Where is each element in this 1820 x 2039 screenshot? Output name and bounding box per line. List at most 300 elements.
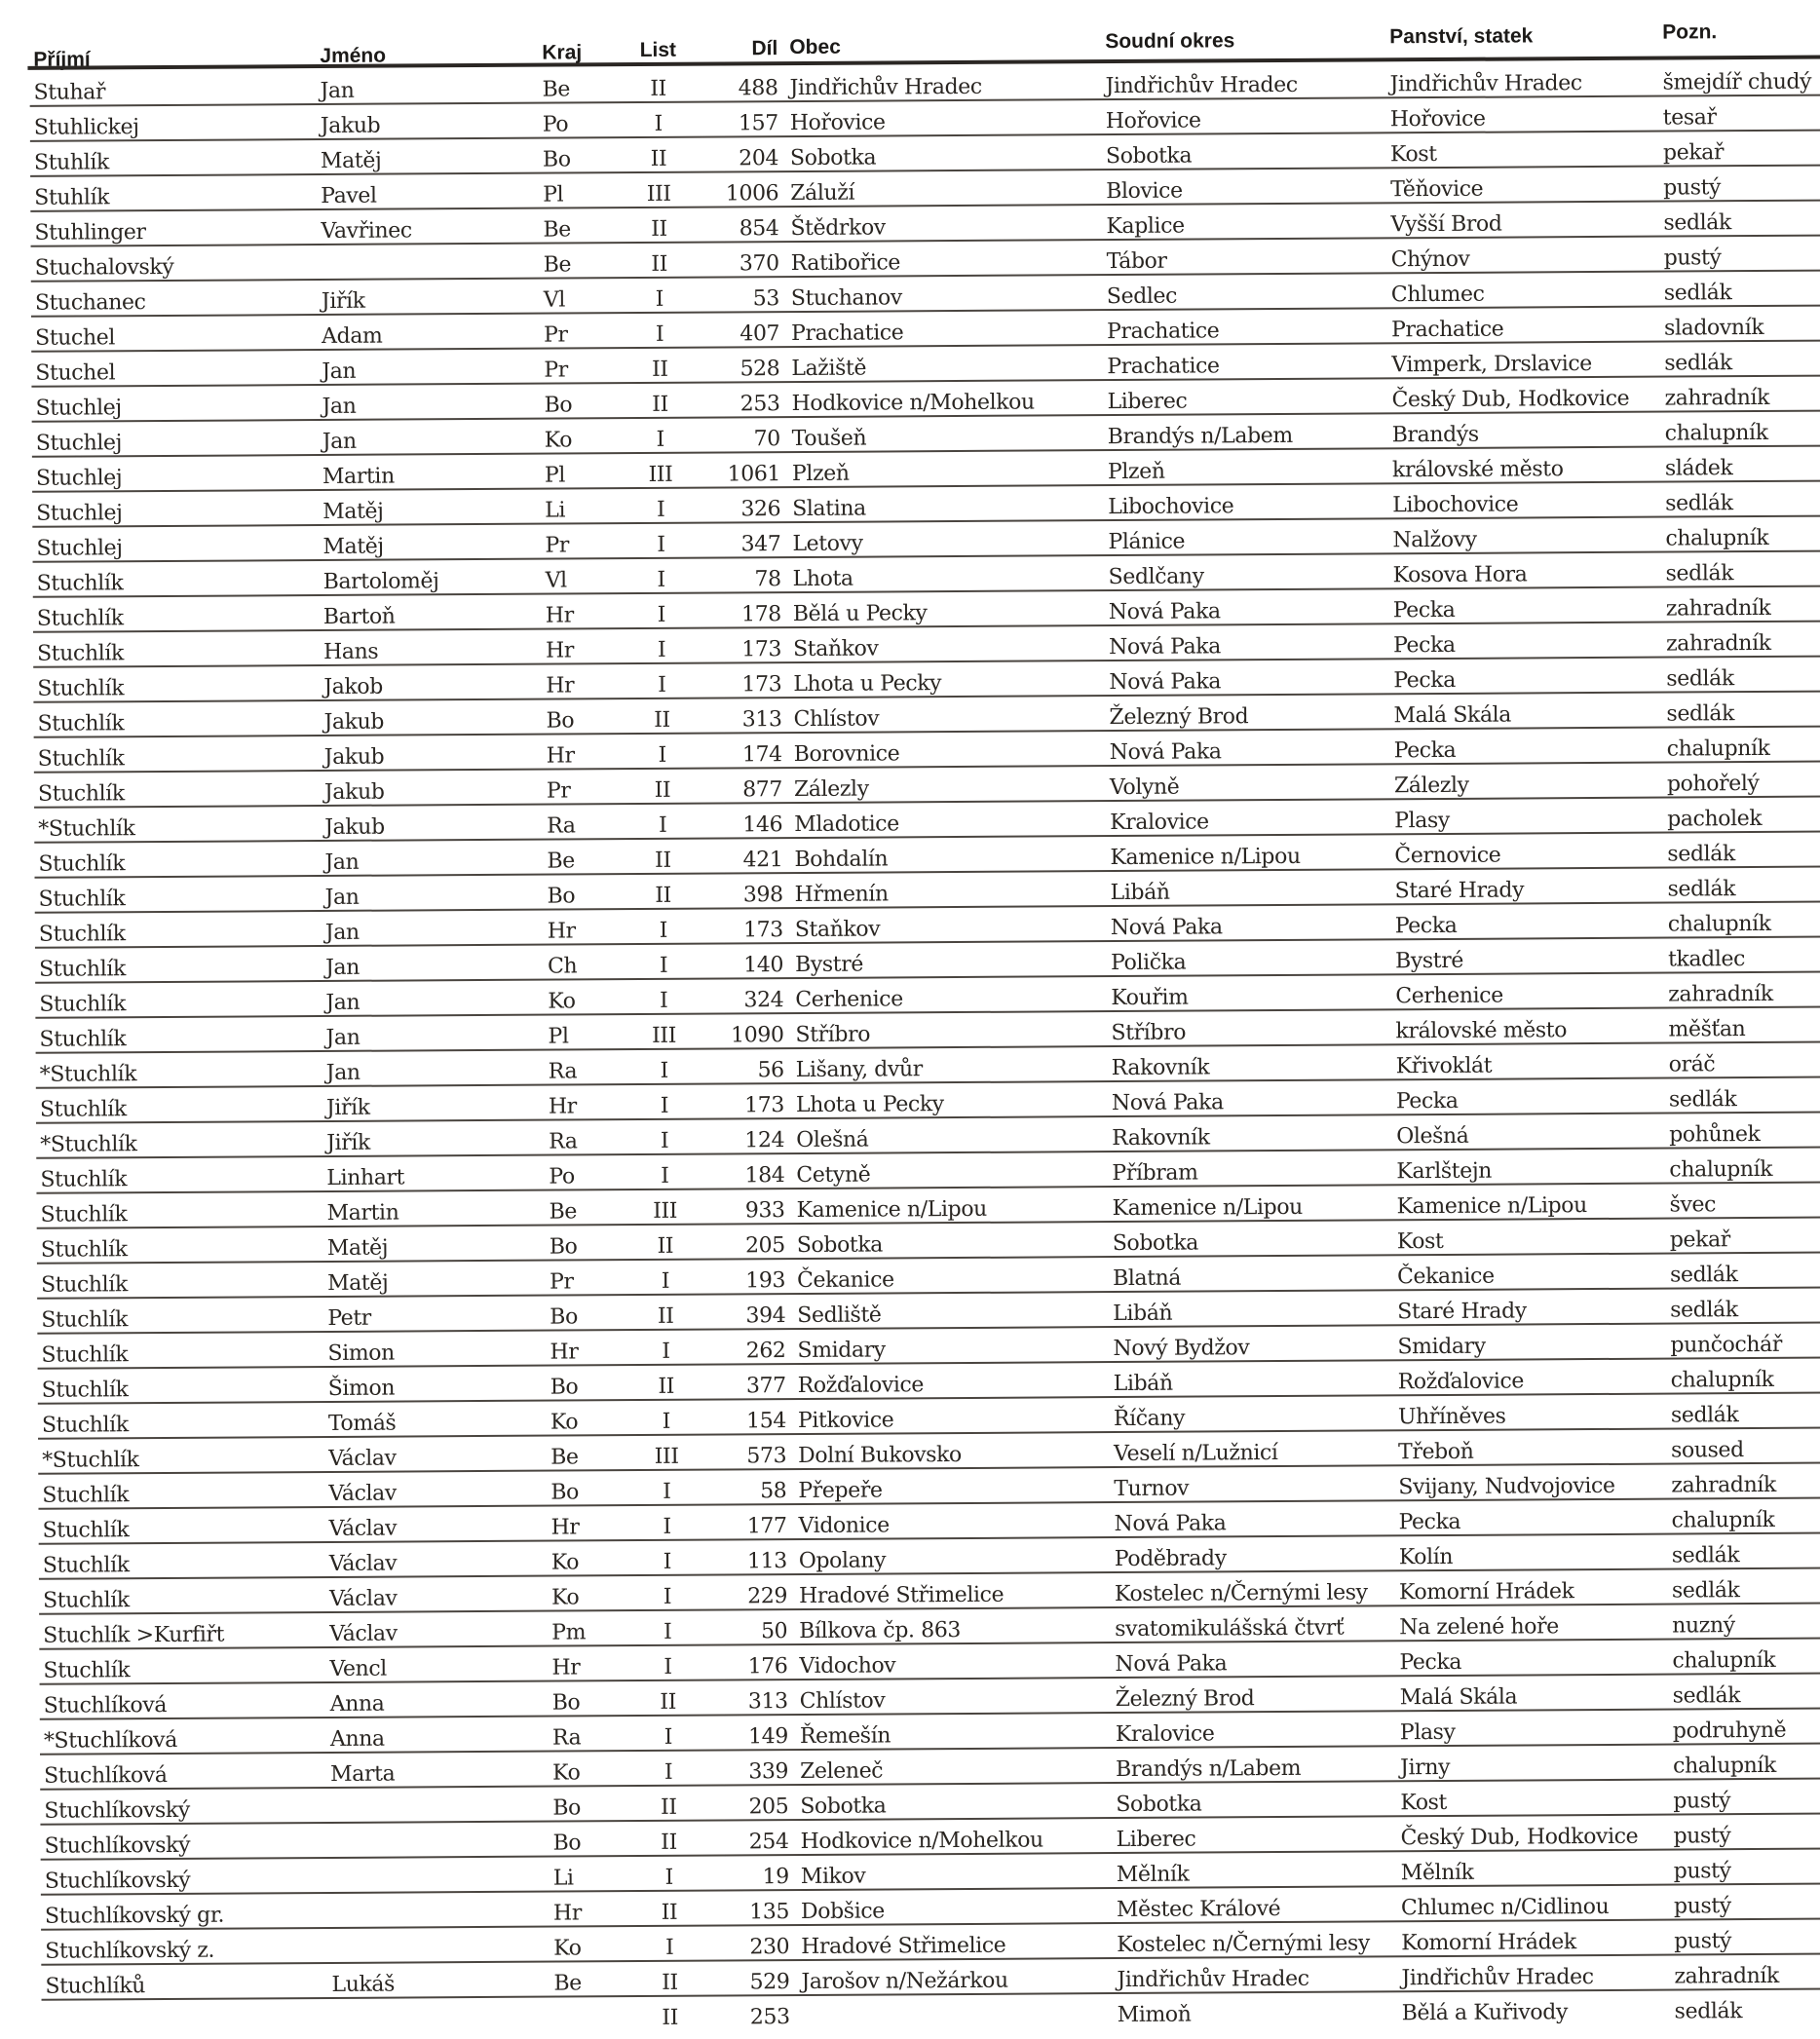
cell-list: II (650, 146, 667, 171)
cell-list: I (656, 497, 665, 522)
cell-kraj: Ch (547, 954, 578, 979)
cell-okres: Nová Paka (1115, 1651, 1228, 1678)
cell-list: I (662, 1339, 670, 1364)
cell-panstvi: Svijany, Nudvojovice (1398, 1473, 1615, 1500)
cell-surname: Stuchlík (42, 1483, 130, 1508)
cell-dil: 324 (743, 988, 784, 1013)
cell-kraj: Bo (547, 884, 576, 909)
cell-name: Jan (324, 955, 360, 980)
cell-name: Hans (323, 639, 379, 664)
cell-dil: 174 (741, 742, 782, 768)
cell-surname: Stuhař (33, 80, 106, 105)
cell-kraj: Bo (550, 1375, 579, 1400)
cell-obec: Cerhenice (795, 987, 903, 1013)
cell-dil: 253 (739, 392, 780, 417)
cell-okres: Nová Paka (1109, 739, 1222, 766)
cell-dil: 313 (741, 707, 782, 733)
cell-kraj: Pr (544, 358, 568, 383)
cell-surname: Stuchlík (42, 1588, 130, 1613)
cell-name: Marta (330, 1761, 396, 1787)
cell-dil: 421 (742, 848, 783, 873)
cell-panstvi: Staré Hrady (1394, 878, 1525, 904)
cell-pozn: sedlák (1668, 1087, 1737, 1113)
cell-obec: Přepeře (798, 1478, 883, 1504)
cell-name: Václav (329, 1621, 398, 1646)
cell-okres: Mimoň (1117, 2002, 1192, 2028)
cell-name: Jakub (320, 113, 381, 138)
cell-obec: Dolní Bukovsko (798, 1442, 962, 1469)
cell-okres: Nový Bydžov (1113, 1336, 1250, 1362)
cell-pozn: chalupník (1673, 1753, 1777, 1779)
cell-surname: Stuchlej (36, 501, 123, 526)
cell-panstvi: Kolín (1398, 1544, 1454, 1570)
cell-name: Jan (324, 885, 360, 910)
cell-obec: Rožďalovice (797, 1373, 925, 1399)
cell-surname: *Stuchlíková (43, 1727, 177, 1754)
cell-panstvi: Na zelené hoře (1399, 1614, 1559, 1641)
cell-panstvi: Mělník (1400, 1860, 1474, 1886)
cell-panstvi: Malá Skála (1399, 1684, 1518, 1711)
cell-kraj: Be (550, 1445, 579, 1470)
cell-list: II (661, 1830, 677, 1855)
cell-name: Jakub (323, 709, 385, 735)
cell-panstvi: Rožďalovice (1397, 1369, 1525, 1395)
cell-kraj: Hr (546, 673, 575, 699)
cell-dil: 854 (739, 216, 779, 242)
cell-okres: Stříbro (1111, 1020, 1187, 1046)
cell-kraj: Pl (543, 182, 564, 208)
cell-pozn: šmejdíř chudý (1662, 69, 1812, 95)
cell-okres: Jindřichův Hradec (1117, 1966, 1309, 1993)
cell-pozn: sedlák (1671, 1578, 1740, 1604)
cell-surname: Stuchlej (35, 431, 123, 456)
cell-obec: Bohdalín (794, 847, 889, 873)
cell-surname: *Stuchlík (38, 816, 135, 842)
cell-list: I (664, 1865, 674, 1890)
cell-name: Vencl (329, 1656, 387, 1681)
cell-panstvi: Hořovice (1389, 106, 1486, 132)
cell-dil: 370 (739, 251, 779, 277)
cell-list: II (662, 2005, 679, 2030)
cell-name: Martin (322, 464, 395, 489)
cell-list: I (660, 1058, 668, 1083)
cell-obec: Hořovice (789, 110, 886, 136)
cell-pozn: chalupník (1664, 420, 1768, 446)
cell-pozn: pustý (1663, 245, 1722, 271)
cell-panstvi: Český Dub, Hodkovice (1400, 1824, 1639, 1851)
cell-panstvi: Chlumec (1390, 282, 1485, 308)
cell-name: Linhart (326, 1165, 405, 1190)
cell-surname: Stuchlík (37, 676, 125, 701)
cell-obec: Lhota (792, 566, 853, 592)
cell-kraj: Po (542, 112, 569, 137)
cell-obec: Vidochov (799, 1653, 896, 1680)
cell-surname: Stuchlík (41, 1307, 129, 1333)
cell-kraj: Bo (551, 1690, 581, 1716)
cell-pozn: pohůnek (1669, 1121, 1761, 1148)
cell-dil: 157 (738, 111, 778, 136)
cell-kraj: Ko (550, 1410, 579, 1435)
cell-obec: Lišany, dvůr (795, 1057, 923, 1083)
cell-pozn: sedlák (1672, 1683, 1741, 1709)
cell-panstvi: Kamenice n/Lipou (1396, 1193, 1587, 1220)
cell-name: Matěj (322, 534, 384, 559)
cell-kraj: Be (542, 77, 571, 102)
cell-kraj: Ko (544, 428, 573, 453)
cell-surname: Stuchlík (41, 1342, 129, 1368)
cell-panstvi: Karlštejn (1396, 1158, 1493, 1185)
cell-panstvi: Černovice (1394, 843, 1501, 869)
cell-panstvi: Chýnov (1390, 246, 1470, 273)
cell-panstvi: Jindřichův Hradec (1389, 71, 1582, 97)
cell-surname: *Stuchlík (42, 1448, 139, 1473)
cell-obec: Toušeň (791, 426, 867, 452)
cell-dil: 177 (746, 1514, 787, 1539)
cell-panstvi: Pecka (1392, 632, 1456, 659)
cell-list: I (661, 1163, 669, 1189)
cell-obec: Lažiště (791, 356, 867, 382)
cell-okres: Libáň (1113, 1301, 1173, 1327)
cell-surname: Stuchlík (41, 1378, 129, 1403)
cell-dil: 262 (745, 1339, 786, 1364)
header-list: List (639, 38, 677, 61)
cell-surname: Stuchlík (39, 1027, 127, 1052)
cell-surname: Stuchlíkovský z. (45, 1938, 215, 1964)
cell-okres: Jindřichův Hradec (1105, 72, 1298, 99)
cell-dil: 176 (747, 1654, 788, 1680)
cell-obec: Bílkova čp. 863 (799, 1618, 962, 1644)
cell-surname: Stuchlík (38, 887, 126, 912)
cell-panstvi: Plasy (1399, 1719, 1456, 1746)
cell-kraj: Ra (549, 1129, 578, 1154)
cell-dil: 254 (748, 1830, 789, 1855)
cell-obec: Záluží (790, 180, 855, 207)
cell-surname: Stuchel (35, 360, 116, 386)
cell-list: III (654, 1444, 679, 1469)
cell-kraj: Pr (546, 778, 571, 804)
cell-dil: 124 (744, 1128, 785, 1153)
cell-pozn: chalupník (1671, 1507, 1775, 1533)
cell-panstvi: Pecka (1392, 597, 1456, 623)
cell-obec: Řemešín (799, 1723, 891, 1750)
cell-kraj: Hr (546, 743, 575, 769)
cell-pozn: pohořelý (1666, 771, 1760, 797)
cell-panstvi: Pecka (1393, 737, 1457, 764)
cell-name: Jan (322, 394, 357, 419)
cell-surname: Stuchlík (40, 1202, 128, 1227)
cell-panstvi: Bělá a Kuřivody (1401, 2000, 1569, 2026)
cell-panstvi: Těňovice (1390, 176, 1484, 203)
cell-surname: Stuhlinger (34, 220, 146, 245)
cell-name: Jan (324, 850, 360, 875)
cell-name: Václav (328, 1446, 397, 1471)
cell-kraj: Ko (548, 989, 576, 1014)
cell-pozn: zahradník (1665, 595, 1771, 622)
cell-okres: svatomikulášská čtvrť (1115, 1615, 1345, 1643)
cell-okres: Plánice (1108, 529, 1186, 555)
cell-name: Jan (325, 1025, 360, 1050)
cell-obec: Kamenice n/Lipou (796, 1196, 987, 1224)
cell-dil: 184 (744, 1163, 785, 1189)
cell-name: Jan (322, 359, 357, 384)
cell-obec: Hodkovice n/Mohelkou (791, 390, 1035, 417)
cell-list: II (661, 1900, 678, 1925)
cell-okres: Hořovice (1105, 108, 1201, 134)
cell-list: II (657, 1233, 674, 1259)
cell-panstvi: Plasy (1394, 808, 1450, 834)
cell-list: II (650, 76, 666, 101)
cell-surname: Stuchlík (40, 1167, 128, 1192)
cell-dil: 407 (739, 321, 780, 347)
cell-pozn: sedlák (1663, 210, 1731, 236)
cell-panstvi: Kost (1400, 1790, 1448, 1816)
cell-okres: Rakovník (1111, 1055, 1210, 1081)
cell-surname: Stuchlík (37, 641, 124, 666)
cell-pozn: pekař (1662, 140, 1725, 166)
cell-panstvi: Jindřichův Hradec (1401, 1965, 1594, 1991)
cell-pozn: sedlák (1670, 1298, 1738, 1323)
cell-okres: Tábor (1106, 248, 1167, 275)
cell-okres: Turnov (1114, 1476, 1190, 1502)
cell-okres: Libáň (1110, 880, 1170, 906)
cell-dil: 205 (748, 1794, 789, 1820)
cell-pozn: měšťan (1668, 1017, 1746, 1042)
cell-kraj: Bo (552, 1831, 582, 1856)
cell-list: I (663, 1479, 671, 1504)
cell-obec: Hřmenín (794, 882, 889, 908)
cell-surname: Stuchlíkovský (44, 1797, 190, 1824)
cell-name: Šimon (327, 1376, 396, 1401)
cell-list: I (658, 672, 666, 698)
cell-pozn: soused (1671, 1438, 1744, 1463)
cell-dil: 70 (753, 427, 780, 452)
cell-panstvi: Vimperk, Drslavice (1391, 352, 1592, 378)
cell-kraj: Ko (550, 1550, 580, 1575)
cell-dil: 313 (747, 1689, 788, 1715)
cell-pozn: punčochář (1670, 1332, 1783, 1358)
cell-panstvi: Kost (1396, 1228, 1444, 1255)
cell-okres: Sedlčany (1108, 564, 1204, 590)
cell-kraj: Hr (547, 919, 576, 944)
cell-panstvi: Cerhenice (1395, 983, 1503, 1009)
cell-dil: 1061 (727, 462, 781, 487)
cell-pozn: sedlák (1669, 1263, 1738, 1288)
cell-list: I (658, 742, 666, 768)
cell-panstvi: Nalžovy (1392, 527, 1477, 553)
cell-surname: *Stuchlík (39, 1062, 137, 1087)
cell-kraj: Pl (544, 463, 566, 488)
cell-name: Adam (322, 323, 383, 349)
cell-name: Martin (326, 1200, 399, 1226)
cell-panstvi: Pecka (1399, 1649, 1462, 1676)
cell-surname: Stuchlík (42, 1553, 130, 1578)
cell-surname: Stuchlík (37, 746, 125, 772)
cell-pozn: sedlák (1670, 1403, 1739, 1428)
cell-list: I (656, 427, 664, 452)
cell-okres: Nová Paka (1109, 669, 1222, 696)
cell-okres: Libochovice (1108, 494, 1234, 520)
cell-name: Matěj (320, 148, 382, 173)
cell-dil: 326 (740, 497, 781, 522)
cell-panstvi: Komorní Hrádek (1398, 1579, 1574, 1605)
cell-dil: 347 (740, 532, 781, 557)
cell-surname: Stuhlickej (33, 115, 139, 140)
cell-panstvi: Pecka (1398, 1509, 1461, 1535)
header-surname: Příjmí (33, 48, 91, 71)
cell-okres: Mělník (1116, 1862, 1190, 1888)
cell-pozn: sedlák (1667, 842, 1735, 867)
cell-kraj: Li (552, 1866, 574, 1891)
cell-okres: Volyně (1109, 774, 1180, 801)
cell-surname: Stuhlík (33, 150, 109, 175)
cell-list: I (659, 918, 668, 943)
cell-list: II (651, 251, 668, 277)
cell-obec: Sobotka (796, 1232, 884, 1259)
cell-surname: Stuhlík (34, 185, 110, 210)
cell-surname: Stuchlíková (43, 1692, 168, 1718)
cell-pozn: zahradník (1671, 1472, 1776, 1498)
cell-dil: 205 (744, 1233, 785, 1259)
cell-okres: Blovice (1106, 178, 1183, 205)
cell-dil: 173 (744, 1093, 785, 1118)
cell-pozn: sedlák (1666, 666, 1734, 692)
cell-okres: Kamenice n/Lipou (1110, 844, 1301, 871)
cell-list: I (664, 1935, 674, 1960)
cell-kraj: Ra (551, 1725, 582, 1751)
table-body (29, 61, 1820, 2034)
cell-name: Václav (328, 1551, 398, 1576)
cell-list: I (658, 812, 667, 838)
cell-list: II (655, 883, 672, 908)
cell-dil: 173 (741, 637, 782, 662)
cell-okres: Kralovice (1115, 1721, 1215, 1748)
cell-kraj: Pl (548, 1024, 569, 1049)
cell-kraj: Hr (546, 638, 575, 663)
cell-kraj: Bo (552, 1795, 582, 1821)
cell-panstvi: Bystré (1394, 948, 1464, 974)
cell-pozn: zahradník (1674, 1963, 1780, 1989)
cell-dil: 56 (757, 1058, 784, 1083)
cell-name: Jakob (323, 674, 384, 699)
cell-dil: 53 (752, 286, 779, 312)
cell-obec: Lhota u Pecky (793, 671, 942, 698)
cell-dil: 19 (762, 1865, 789, 1890)
cell-panstvi: Pecka (1394, 913, 1458, 939)
cell-pozn: podruhyně (1672, 1718, 1787, 1744)
cell-surname: Stuchlíkovský gr. (44, 1903, 225, 1929)
cell-list: I (661, 1268, 670, 1294)
cell-pozn: oráč (1668, 1052, 1716, 1077)
cell-surname: Stuchlík (38, 922, 126, 947)
cell-surname: Stuchlík (41, 1413, 129, 1438)
cell-obec: Vidonice (798, 1513, 890, 1539)
cell-panstvi: Uhříněves (1397, 1404, 1506, 1430)
cell-okres: Nová Paka (1114, 1511, 1227, 1537)
cell-pozn: zahradník (1668, 981, 1773, 1007)
cell-dil: 933 (744, 1198, 785, 1224)
cell-dil: 173 (742, 918, 783, 943)
cell-obec: Stříbro (795, 1022, 871, 1048)
cell-list: I (663, 1514, 671, 1539)
cell-dil: 78 (754, 567, 781, 592)
cell-okres: Kouřim (1111, 985, 1189, 1011)
cell-obec: Hradové Střimelice (798, 1582, 1005, 1609)
cell-dil: 193 (745, 1268, 786, 1294)
cell-surname: Stuchlík (36, 571, 124, 596)
cell-okres: Polička (1110, 950, 1187, 976)
cell-dil: 178 (740, 602, 781, 627)
cell-list: II (654, 777, 671, 803)
cell-pozn: pacholek (1667, 806, 1763, 832)
cell-pozn: pekař (1669, 1227, 1730, 1253)
cell-dil: 140 (743, 953, 784, 978)
cell-panstvi: Křivoklát (1395, 1053, 1493, 1079)
cell-list: I (654, 111, 664, 136)
cell-name: Jan (324, 920, 360, 945)
header-kraj: Kraj (542, 41, 583, 64)
cell-obec: Mikov (800, 1864, 866, 1890)
cell-list: I (659, 953, 668, 978)
cell-okres: Liberec (1107, 389, 1188, 415)
cell-list: I (657, 567, 665, 592)
cell-panstvi: Čekanice (1396, 1264, 1495, 1290)
cell-name: Jiřík (325, 1095, 370, 1120)
cell-obec: Plzeň (791, 461, 850, 487)
cell-list: I (660, 1093, 669, 1118)
cell-dil: 58 (760, 1479, 787, 1504)
cell-dil: 339 (748, 1759, 789, 1785)
cell-pozn: švec (1669, 1192, 1717, 1218)
cell-dil: 50 (760, 1619, 788, 1644)
cell-kraj: Pr (544, 322, 568, 348)
cell-surname: Stuchlej (35, 466, 123, 491)
cell-panstvi: Komorní Hrádek (1401, 1930, 1576, 1956)
cell-obec: Staňkov (794, 917, 881, 943)
cell-obec: Sobotka (800, 1794, 887, 1820)
cell-name: Jakub (324, 814, 385, 840)
cell-list: I (663, 1549, 672, 1574)
header-obec: Obec (789, 35, 841, 59)
cell-dil: 488 (738, 76, 778, 101)
cell-panstvi: Pecka (1395, 1088, 1459, 1114)
cell-obec: Opolany (798, 1548, 887, 1574)
cell-obec: Dobšice (800, 1899, 885, 1925)
cell-name: Matěj (326, 1235, 389, 1261)
cell-okres: Rakovník (1112, 1125, 1210, 1152)
cell-okres: Prachatice (1107, 354, 1220, 380)
cell-surname: Stuchel (35, 325, 116, 351)
cell-obec: Mladotice (794, 812, 899, 838)
cell-name: Jan (322, 429, 357, 454)
cell-surname: Stuchanec (34, 290, 146, 316)
cell-dil: 377 (745, 1374, 786, 1399)
cell-okres: Nová Paka (1110, 915, 1223, 941)
cell-obec: Bystré (794, 952, 864, 978)
header-pozn: Pozn. (1662, 20, 1718, 44)
cell-surname: Stuchlík (38, 851, 126, 877)
cell-okres: Kostelec n/Černými lesy (1114, 1580, 1368, 1607)
cell-pozn: sladovník (1664, 315, 1764, 341)
cell-name: Bartoň (322, 604, 396, 629)
cell-okres: Sobotka (1105, 143, 1193, 170)
cell-okres: Železný Brod (1109, 704, 1249, 731)
cell-surname: Stuchlík (39, 992, 127, 1017)
cell-dil: 253 (749, 2005, 790, 2030)
cell-kraj: Ko (550, 1585, 580, 1610)
cell-pozn: tkadlec (1667, 947, 1746, 972)
cell-pozn: zahradník (1664, 385, 1770, 411)
cell-name: Pavel (321, 183, 377, 208)
